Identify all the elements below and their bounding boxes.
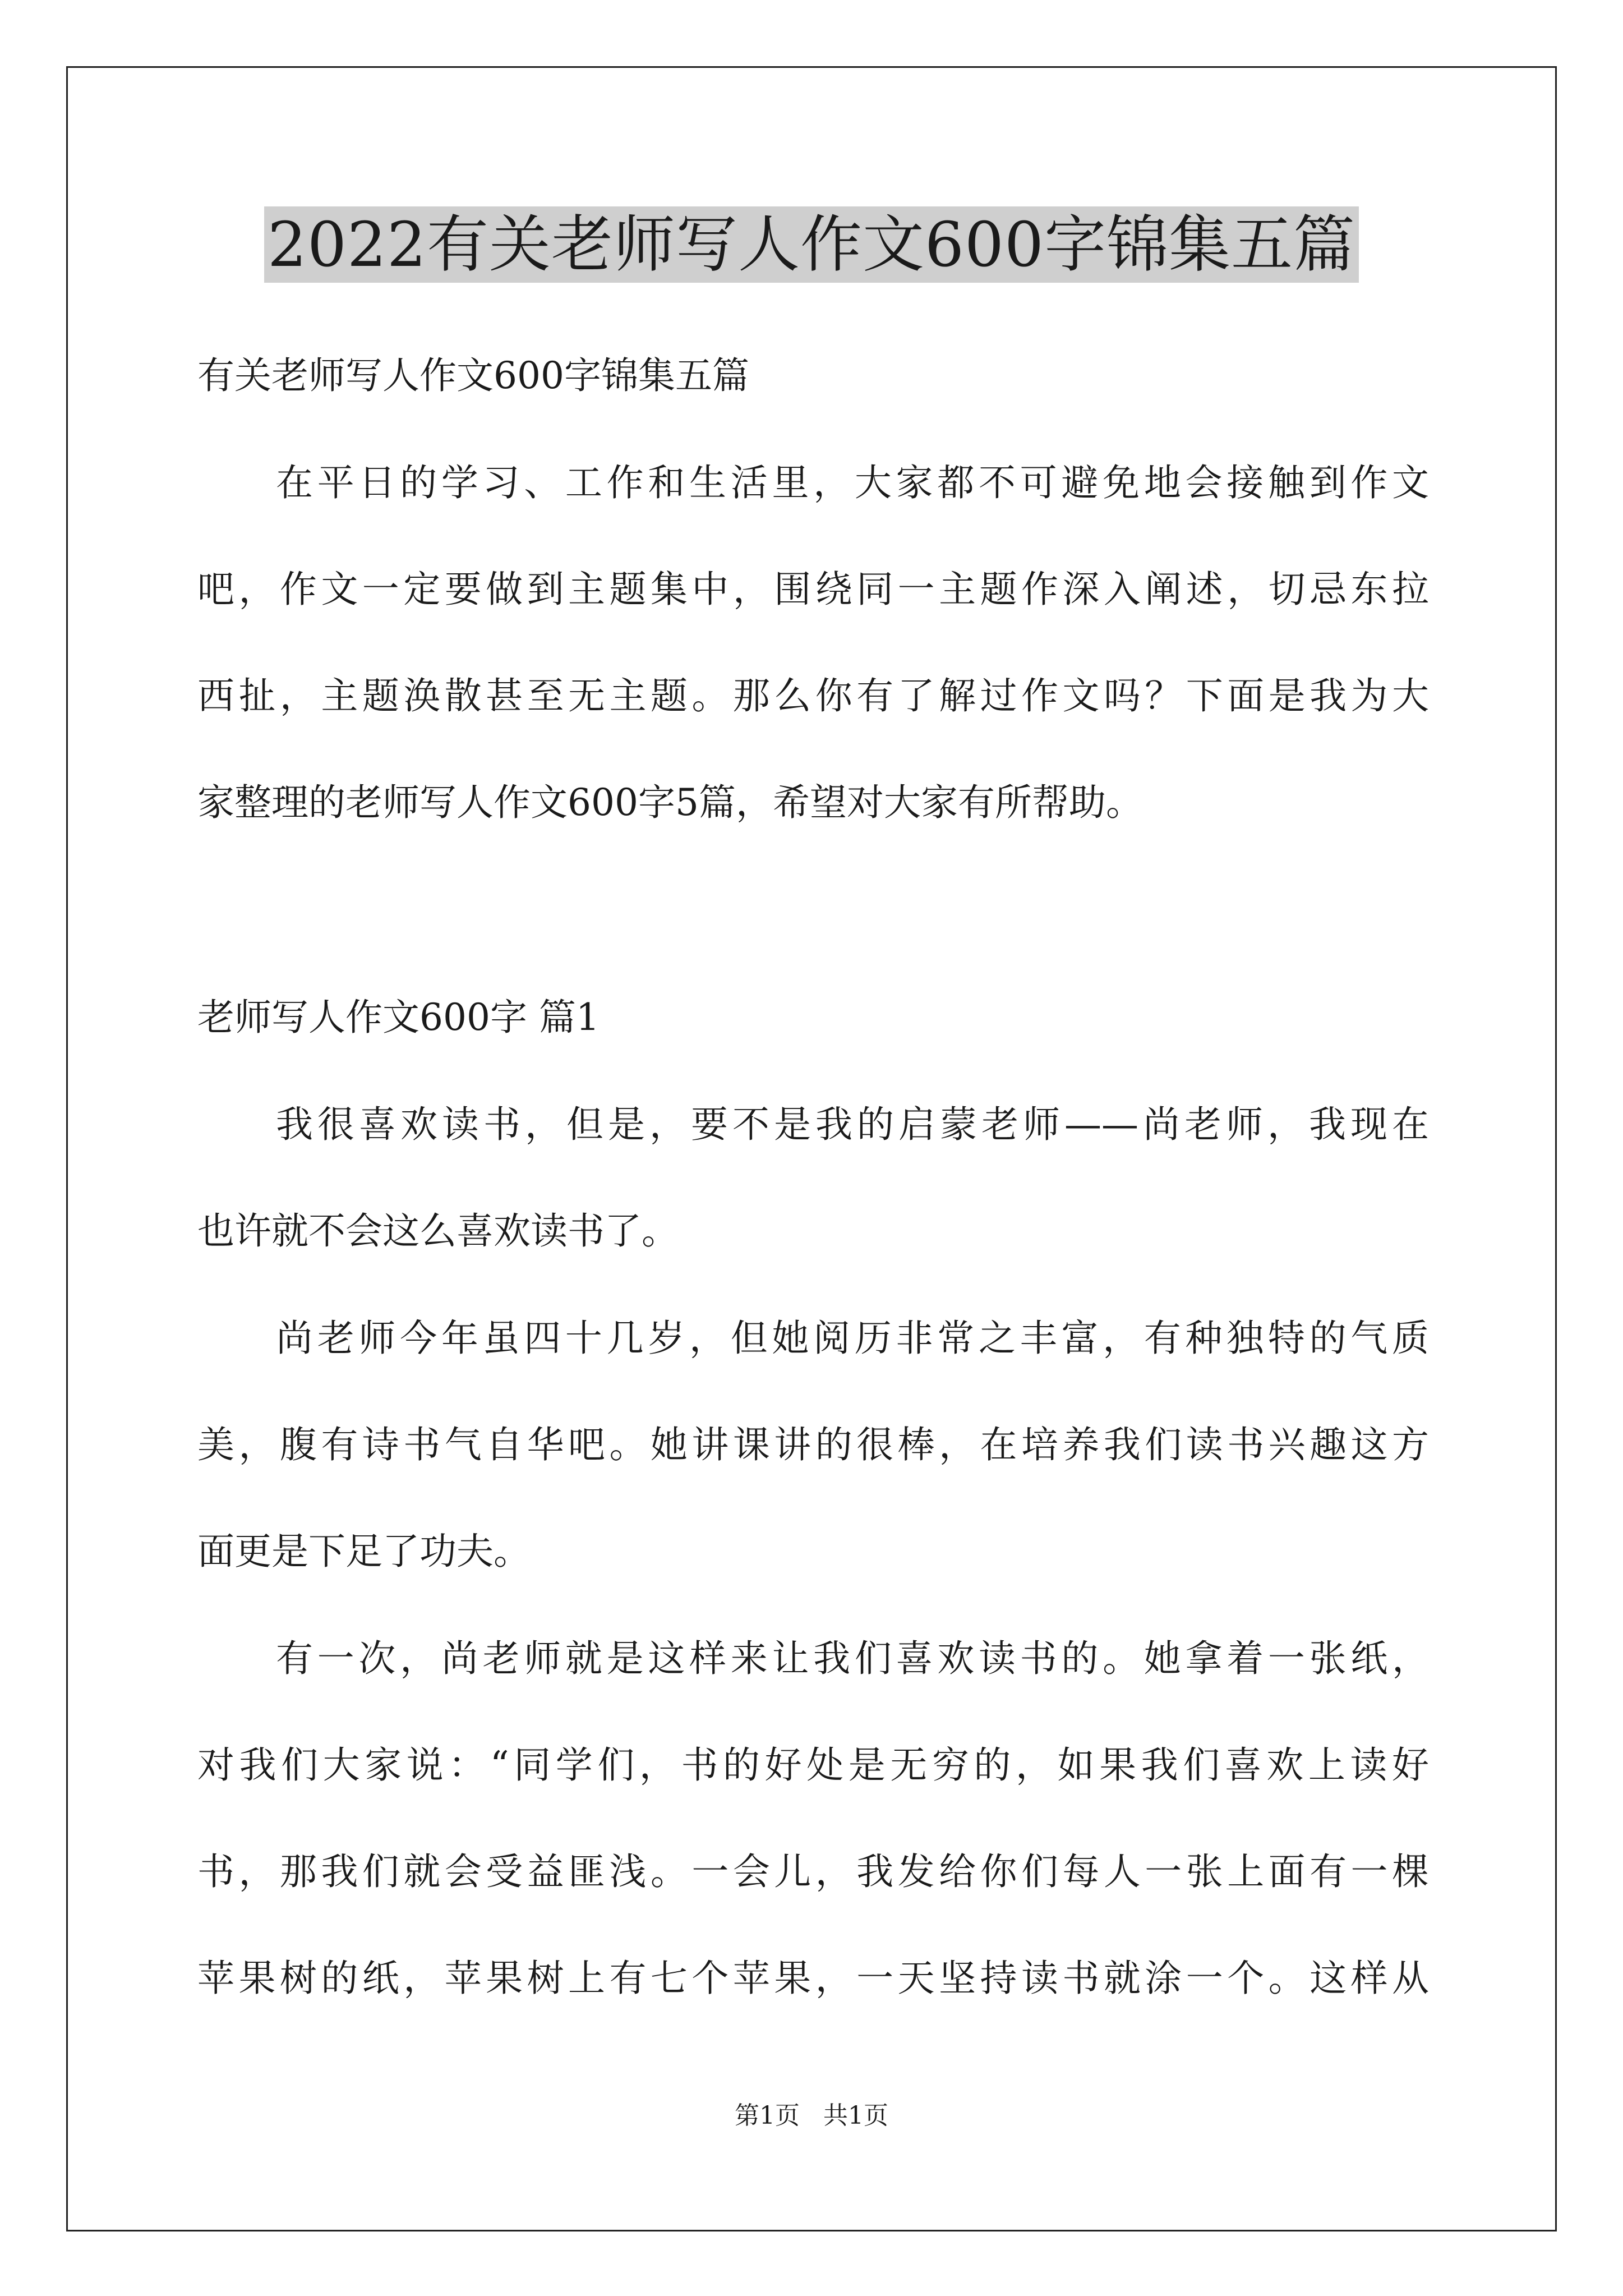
document-title: 2022有关老师写人作文600字锦集五篇 (264, 206, 1359, 283)
intro-line-4: 家整理的老师写人作文600字5篇，希望对大家有所帮助。 (197, 781, 1143, 824)
para3-line-3: 书，那我们就会受益匪浅。一会儿，我发给你们每人一张上面有一棵 (197, 1850, 1429, 1893)
para1-line-2: 也许就不会这么喜欢读书了。 (197, 1209, 679, 1253)
para3-line-2: 对我们大家说：“同学们，书的好处是无穷的，如果我们喜欢上读好 (197, 1743, 1429, 1787)
section-heading: 老师写人作文600字 篇1 (197, 996, 600, 1039)
para3-line-4: 苹果树的纸，苹果树上有七个苹果，一天坚持读书就涂一个。这样从 (197, 1957, 1429, 2000)
intro-line-3: 西扯，主题涣散甚至无主题。那么你有了解过作文吗？下面是我为大 (197, 674, 1429, 717)
document-subtitle: 有关老师写人作文600字锦集五篇 (197, 354, 749, 397)
para3-line-1: 有一次，尚老师就是这样来让我们喜欢读书的。她拿着一张纸， (276, 1637, 1429, 1680)
intro-line-1: 在平日的学习、工作和生活里，大家都不可避免地会接触到作文 (276, 461, 1429, 504)
para2-line-3: 面更是下足了功夫。 (197, 1530, 531, 1573)
para1-line-1: 我很喜欢读书，但是，要不是我的启蒙老师——尚老师，我现在 (276, 1103, 1429, 1146)
page-footer (0, 2099, 1623, 2133)
intro-line-2: 吧，作文一定要做到主题集中，围绕同一主题作深入阐述，切忌东拉 (197, 568, 1429, 611)
page-number: 第1页 共1页 (735, 2101, 888, 2130)
para2-line-2: 美，腹有诗书气自华吧。她讲课讲的很棒，在培养我们读书兴趣这方 (197, 1423, 1429, 1466)
title-container (0, 206, 1623, 283)
para2-line-1: 尚老师今年虽四十几岁，但她阅历非常之丰富，有种独特的气质 (276, 1317, 1429, 1360)
